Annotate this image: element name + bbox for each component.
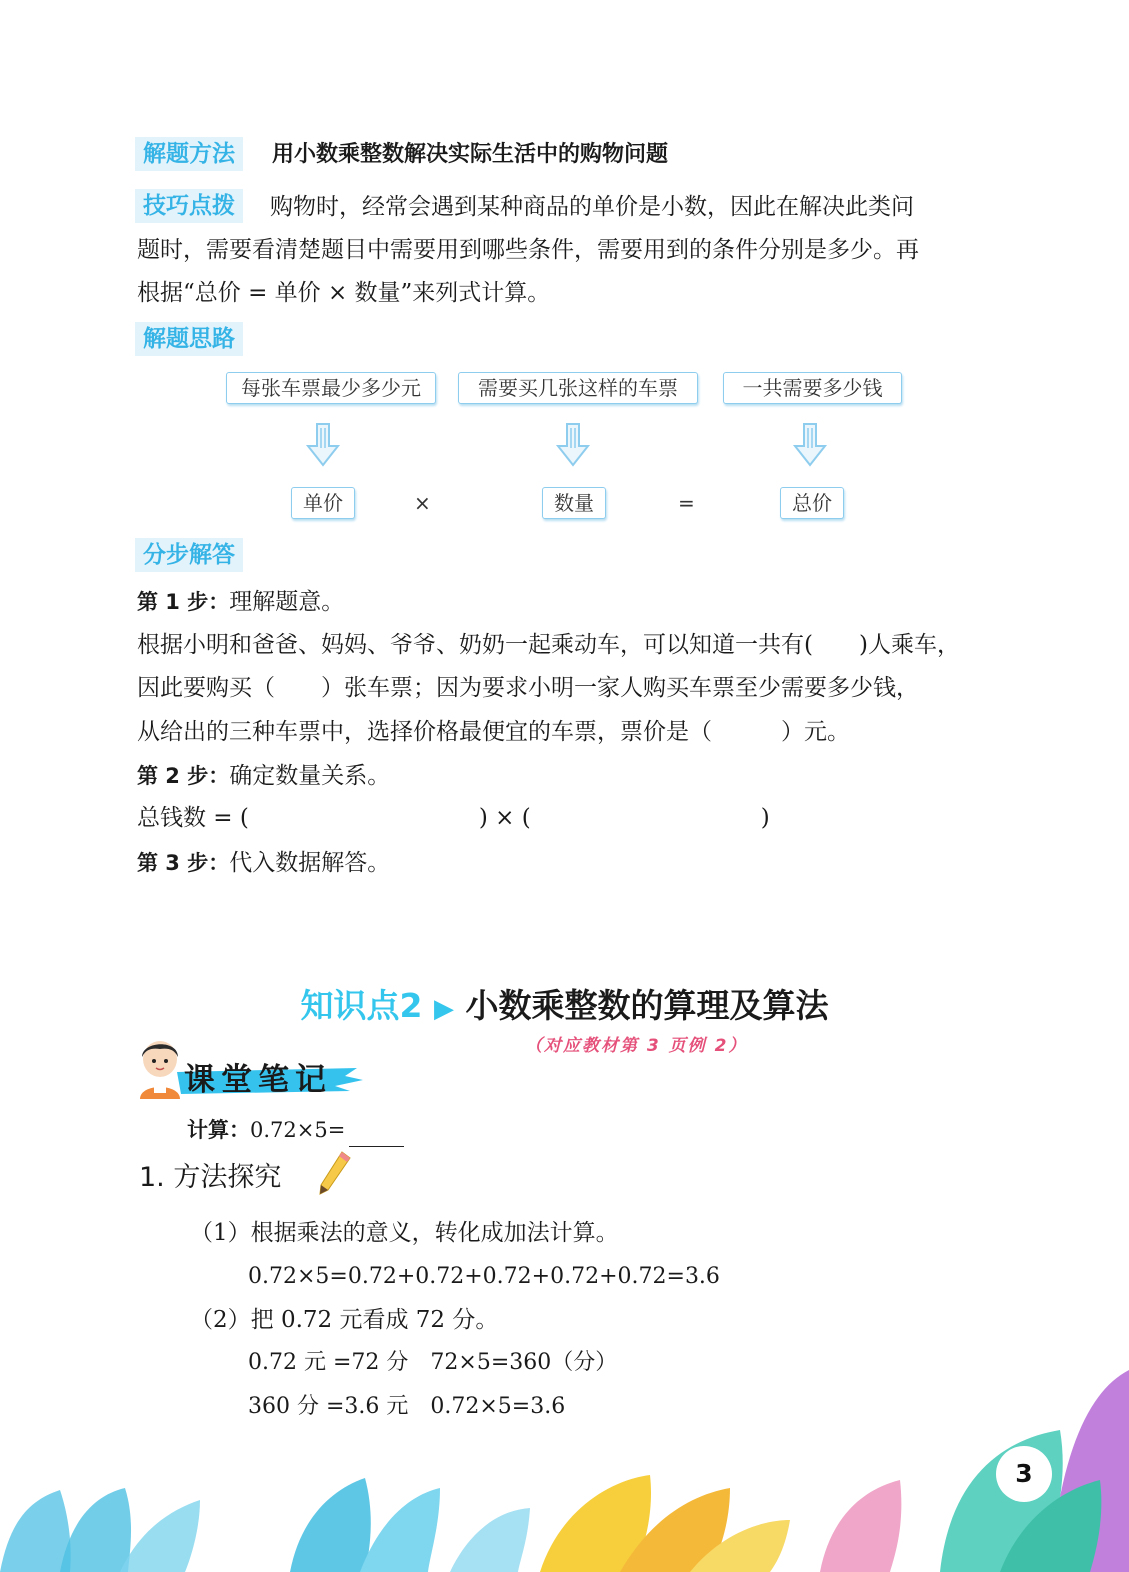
tip-line2: 题时，需要看清楚题目中需要用到哪些条件，需要用到的条件分别是多少。再 — [137, 237, 919, 263]
step1-line3: 从给出的三种车票中，选择价格最便宜的车票，票价是（ ）元。 — [137, 719, 850, 745]
pencil-icon — [316, 1150, 352, 1196]
play-triangle-icon: ▶ — [433, 994, 454, 1024]
thinking-tag: 解题思路 — [135, 322, 243, 356]
page-number-badge — [996, 1446, 1052, 1502]
step2-heading — [137, 757, 390, 795]
calc-label: 计算： — [187, 1118, 250, 1142]
calc-expression: 0.72×5= — [250, 1118, 346, 1142]
steps-tag: 分步解答 — [135, 538, 243, 572]
tip-tag: 技巧点拨 — [135, 189, 243, 223]
explore-item1-expression: 0.72×5=0.72+0.72+0.72+0.72+0.72=3.6 — [248, 1264, 720, 1289]
tip-line3: 根据“总价 = 单价 × 数量”来列式计算。 — [137, 280, 551, 306]
method-text: 用小数乘整数解决实际生活中的购物问题 — [272, 142, 669, 167]
tip-line1: 购物时，经常会遇到某种商品的单价是小数，因此在解决此类问 — [270, 194, 914, 220]
flow-box-quantity: 需要买几张这样的车票 — [458, 372, 698, 404]
plant-decoration — [0, 1370, 1129, 1572]
explore-item2: （2）把 0.72 元看成 72 分。 — [190, 1307, 499, 1333]
explore-item2-line1: 0.72 元 =72 分 72×5=360（分） — [248, 1350, 618, 1375]
step2-formula: 总钱数 = ( ) × ( ) — [137, 805, 770, 831]
knowledge-point-label: 知识点2 — [300, 986, 423, 1025]
equals-sign: = — [678, 491, 695, 515]
step1-text: 理解题意。 — [229, 589, 345, 615]
explore-item2-line2: 360 分 =3.6 元 0.72×5=3.6 — [248, 1394, 566, 1419]
step1-line2: 因此要购买（ ）张车票；因为要求小明一家人购买车票至少需要多少钱， — [137, 675, 919, 701]
result-unit-price: 单价 — [291, 487, 355, 519]
knowledge-point-title — [0, 980, 1129, 1027]
calc-line — [187, 1113, 404, 1147]
textbook-reference: （对应教材第 3 页例 2） — [525, 1036, 748, 1056]
method-explore-title: 1. 方法探究 — [139, 1162, 282, 1193]
step2-label: 第 2 步： — [137, 764, 230, 788]
step1-line1: 根据小明和爸爸、妈妈、爷爷、奶奶一起乘动车，可以知道一共有( )人乘车， — [137, 632, 960, 658]
step3-text: 代入数据解答。 — [229, 850, 391, 876]
result-total: 总价 — [780, 487, 844, 519]
down-arrow-icon — [792, 422, 828, 468]
multiply-sign: × — [414, 491, 431, 515]
step1-heading — [137, 583, 344, 621]
step3-label: 第 3 步： — [137, 851, 230, 875]
class-notes-title: 课堂笔记 — [184, 1062, 332, 1098]
method-tag: 解题方法 — [135, 137, 243, 171]
down-arrow-icon — [305, 422, 341, 468]
down-arrow-icon — [555, 422, 591, 468]
flow-box-total: 一共需要多少钱 — [723, 372, 902, 404]
step1-label: 第 1 步： — [137, 590, 230, 614]
step2-text: 确定数量关系。 — [229, 763, 391, 789]
answer-blank[interactable] — [349, 1122, 404, 1147]
step3-heading — [137, 844, 390, 882]
page-number: 3 — [1015, 1459, 1033, 1488]
result-quantity: 数量 — [542, 487, 606, 519]
explore-item1: （1）根据乘法的意义，转化成加法计算。 — [190, 1220, 619, 1246]
flow-box-unit-price: 每张车票最少多少元 — [226, 372, 436, 404]
knowledge-point-heading: 小数乘整数的算理及算法 — [465, 986, 829, 1025]
